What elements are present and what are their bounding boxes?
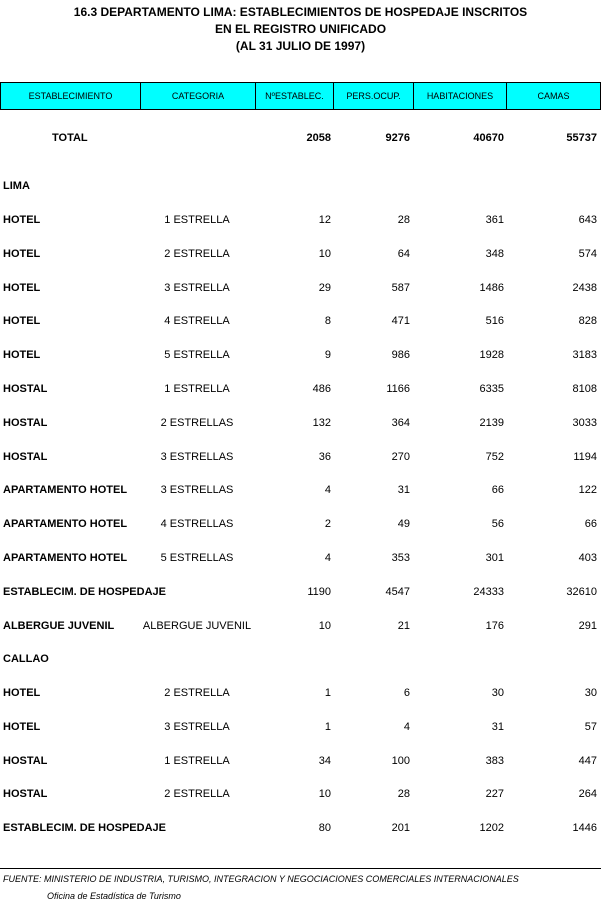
habitaciones-cell: 6335 <box>479 383 504 395</box>
camas-cell: 32610 <box>566 585 597 598</box>
section-callao <box>0 650 601 668</box>
pers-ocup-cell: 28 <box>397 788 410 801</box>
pers-ocup-cell: 100 <box>391 754 410 767</box>
establishment-cell: HOTEL <box>3 214 41 226</box>
table-header <box>0 82 601 110</box>
habitaciones-cell: 227 <box>485 788 504 801</box>
category-cell: 1 ESTRELLA <box>164 383 230 395</box>
establishment-cell: HOSTAL <box>3 450 48 463</box>
habitaciones-cell: 361 <box>485 214 504 226</box>
footer-divider <box>0 868 601 869</box>
habitaciones-cell: 383 <box>485 754 504 767</box>
habitaciones-cell: 1928 <box>479 349 504 362</box>
title-line-3: (AL 31 JULIO DE 1997) <box>235 39 366 53</box>
establishment-cell: HOTEL <box>3 687 41 699</box>
table-row <box>0 279 601 297</box>
camas-cell: 403 <box>578 552 597 564</box>
nestablec-cell: 80 <box>318 822 331 835</box>
table-row <box>0 515 601 533</box>
camas-cell: 828 <box>578 315 597 328</box>
pers-ocup-cell: 270 <box>391 450 410 463</box>
total-camas: 55737 <box>566 132 597 144</box>
nestablec-cell: 1190 <box>307 585 331 598</box>
col-header-habitaciones: HABITACIONES <box>413 83 506 109</box>
table-row <box>0 448 601 466</box>
pers-ocup-cell: 364 <box>391 416 410 429</box>
nestablec-cell: 4 <box>324 552 331 564</box>
nestablec-cell: 34 <box>318 754 331 767</box>
footer-source: FUENTE: MINISTERIO DE INDUSTRIA, TURISMO, INTEGRACION Y NEGOCIACIONES COMERCIALES INTERNACIONALES <box>3 874 519 884</box>
camas-cell: 447 <box>578 754 597 767</box>
habitaciones-cell: 1202 <box>479 822 504 835</box>
category-cell: 1 ESTRELLA <box>164 754 230 767</box>
pers-ocup-cell: 31 <box>397 484 410 497</box>
establishment-cell: HOSTAL <box>3 416 48 429</box>
table-row <box>0 312 601 330</box>
category-cell: 2 ESTRELLA <box>164 788 230 801</box>
category-cell: ALBERGUE JUVENIL <box>142 619 252 632</box>
category-cell: 4 ESTRELLAS <box>160 518 234 531</box>
camas-cell: 122 <box>578 484 597 497</box>
camas-cell: 1446 <box>572 822 597 835</box>
camas-cell: 574 <box>578 247 597 260</box>
habitaciones-cell: 176 <box>485 619 504 632</box>
camas-cell: 3183 <box>572 349 597 362</box>
table-row <box>0 752 601 770</box>
establishment-cell: ESTABLECIM. DE HOSPEDAJE <box>3 822 166 835</box>
habitaciones-cell: 24333 <box>473 585 504 598</box>
col-header-establecimiento: ESTABLECIMIENTO <box>0 83 140 109</box>
habitaciones-cell: 1486 <box>479 281 504 294</box>
table-row <box>0 785 601 803</box>
section-label: LIMA <box>3 180 30 192</box>
establishment-cell: HOTEL <box>3 281 41 294</box>
table-row <box>0 583 601 601</box>
table-row <box>0 481 601 499</box>
camas-cell: 2438 <box>572 281 597 294</box>
nestablec-cell: 2 <box>324 518 331 531</box>
pers-ocup-cell: 201 <box>391 822 410 835</box>
pers-ocup-cell: 4547 <box>385 585 410 598</box>
category-cell: 3 ESTRELLA <box>164 720 230 733</box>
establishment-cell: HOTEL <box>3 349 41 362</box>
category-cell: 1 ESTRELLA <box>164 214 230 226</box>
nestablec-cell: 12 <box>318 214 331 226</box>
footer-office: Oficina de Estadística de Turismo <box>47 891 181 901</box>
establishment-cell: HOTEL <box>3 720 41 733</box>
title-line-1: 16.3 DEPARTAMENTO LIMA: ESTABLECIMIENTOS DE HOSPEDAJE INSCRITOS <box>73 5 528 19</box>
total-label: TOTAL <box>52 132 88 144</box>
nestablec-cell: 1 <box>324 687 331 699</box>
camas-cell: 66 <box>584 518 597 531</box>
category-cell: 3 ESTRELLA <box>164 281 230 294</box>
camas-cell: 264 <box>578 788 597 801</box>
habitaciones-cell: 2139 <box>479 416 504 429</box>
category-cell: 5 ESTRELLA <box>164 349 230 362</box>
nestablec-cell: 8 <box>324 315 331 328</box>
category-cell: 3 ESTRELLAS <box>160 484 234 497</box>
camas-cell: 8108 <box>572 383 597 395</box>
col-header-camas: CAMAS <box>506 83 601 109</box>
camas-cell: 643 <box>578 214 597 226</box>
nestablec-cell: 486 <box>312 383 331 395</box>
category-cell: 2 ESTRELLA <box>164 687 230 699</box>
nestablec-cell: 36 <box>318 450 331 463</box>
table-row <box>0 718 601 736</box>
col-header-pers-ocup: PERS.OCUP. <box>333 83 413 109</box>
camas-cell: 1194 <box>573 450 597 463</box>
habitaciones-cell: 56 <box>491 518 504 531</box>
total-establec: 2058 <box>306 132 331 144</box>
nestablec-cell: 132 <box>312 416 331 429</box>
establishment-cell: HOSTAL <box>3 754 48 767</box>
establishment-cell: APARTAMENTO HOTEL <box>3 518 128 531</box>
nestablec-cell: 1 <box>324 720 331 733</box>
camas-cell: 3033 <box>572 416 597 429</box>
habitaciones-cell: 301 <box>485 552 504 564</box>
section-lima <box>0 177 601 195</box>
nestablec-cell: 4 <box>324 484 331 497</box>
habitaciones-cell: 30 <box>491 687 504 699</box>
nestablec-cell: 9 <box>324 349 331 362</box>
table-row <box>0 414 601 432</box>
establishment-cell: HOSTAL <box>3 788 48 801</box>
habitaciones-cell: 66 <box>491 484 504 497</box>
establishment-cell: HOTEL <box>3 247 41 260</box>
category-cell: 5 ESTRELLAS <box>160 552 234 564</box>
nestablec-cell: 10 <box>318 619 331 632</box>
table-row <box>0 549 601 567</box>
establishment-cell: HOSTAL <box>3 383 48 395</box>
pers-ocup-cell: 353 <box>391 552 410 564</box>
pers-ocup-cell: 28 <box>397 214 410 226</box>
col-header-nestablec: NºESTABLEC. <box>255 83 333 109</box>
table-row <box>0 819 601 837</box>
pers-ocup-cell: 64 <box>397 247 410 260</box>
pers-ocup-cell: 1166 <box>386 383 410 395</box>
nestablec-cell: 29 <box>318 281 331 294</box>
pers-ocup-cell: 4 <box>403 720 410 733</box>
section-label: CALLAO <box>3 653 49 665</box>
pers-ocup-cell: 986 <box>391 349 410 362</box>
habitaciones-cell: 752 <box>485 450 504 463</box>
camas-cell: 30 <box>584 687 597 699</box>
pers-ocup-cell: 471 <box>391 315 410 328</box>
establishment-cell: APARTAMENTO HOTEL <box>3 552 128 564</box>
category-cell: 3 ESTRELLAS <box>160 450 234 463</box>
table-row <box>0 684 601 702</box>
nestablec-cell: 10 <box>318 788 331 801</box>
pers-ocup-cell: 21 <box>397 619 410 632</box>
total-pers: 9276 <box>385 132 410 144</box>
category-cell: 2 ESTRELLA <box>164 247 230 260</box>
establishment-cell: APARTAMENTO HOTEL <box>3 484 128 497</box>
total-row <box>0 129 601 147</box>
pers-ocup-cell: 587 <box>391 281 410 294</box>
habitaciones-cell: 516 <box>485 315 504 328</box>
table-row <box>0 346 601 364</box>
pers-ocup-cell: 6 <box>403 687 410 699</box>
establishment-cell: ESTABLECIM. DE HOSPEDAJE <box>3 585 166 598</box>
table-row <box>0 245 601 263</box>
total-hab: 40670 <box>473 132 504 144</box>
camas-cell: 291 <box>578 619 597 632</box>
category-cell: 2 ESTRELLAS <box>160 416 234 429</box>
category-cell: 4 ESTRELLA <box>164 315 230 328</box>
title-line-2: EN EL REGISTRO UNIFICADO <box>214 22 387 36</box>
habitaciones-cell: 348 <box>485 247 504 260</box>
table-row <box>0 211 601 229</box>
table-row <box>0 380 601 398</box>
col-header-categoria: CATEGORIA <box>140 83 255 109</box>
nestablec-cell: 10 <box>318 247 331 260</box>
table-row <box>0 617 601 635</box>
establishment-cell: HOTEL <box>3 315 41 328</box>
pers-ocup-cell: 49 <box>397 518 410 531</box>
camas-cell: 57 <box>584 720 597 733</box>
establishment-cell: ALBERGUE JUVENIL <box>3 619 115 632</box>
habitaciones-cell: 31 <box>491 720 504 733</box>
